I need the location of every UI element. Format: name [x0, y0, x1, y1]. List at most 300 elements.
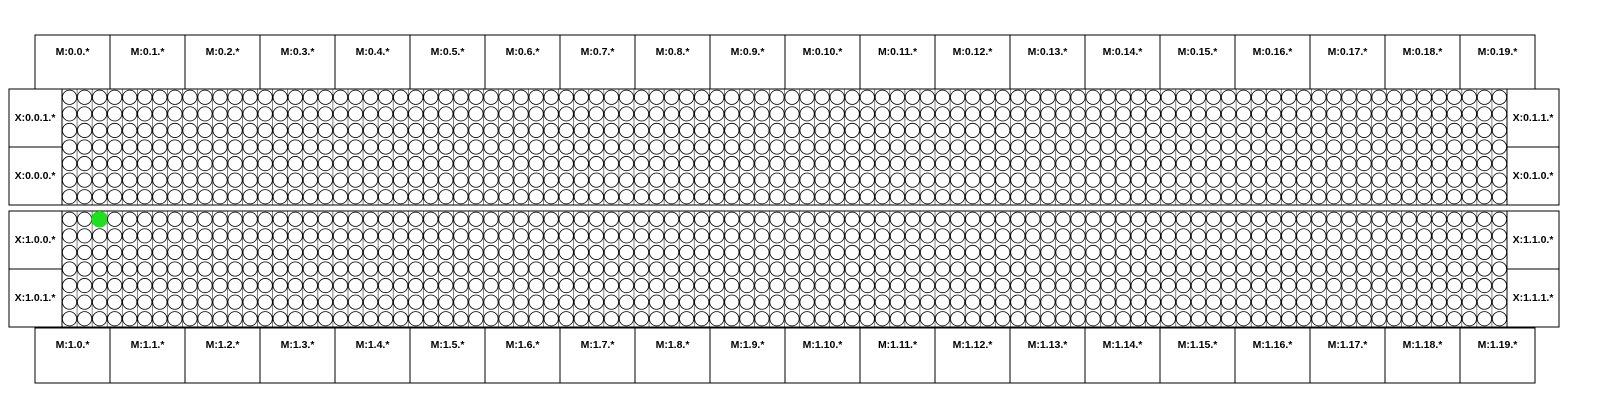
- crosspoint: [1447, 156, 1461, 170]
- crosspoint: [1342, 173, 1356, 187]
- crosspoint: [770, 107, 784, 121]
- crosspoint: [1447, 278, 1461, 292]
- crosspoint: [981, 107, 995, 121]
- crosspoint: [258, 278, 272, 292]
- crosspoint: [740, 140, 754, 154]
- crosspoint: [755, 90, 769, 104]
- crosspoint: [634, 312, 648, 326]
- crosspoint: [604, 262, 618, 276]
- crosspoint: [168, 190, 182, 204]
- module-cell: [935, 35, 1010, 90]
- crosspoint: [1267, 278, 1281, 292]
- crosspoint: [108, 90, 122, 104]
- module-cell: [1160, 328, 1235, 383]
- crosspoint: [755, 229, 769, 243]
- crosspoint: [138, 107, 152, 121]
- crosspoint: [890, 295, 904, 309]
- crosspoint: [258, 140, 272, 154]
- crosspoint: [725, 212, 739, 226]
- crosspoint: [1492, 156, 1506, 170]
- crosspoint: [710, 190, 724, 204]
- crosspoint: [815, 278, 829, 292]
- crosspoint: [920, 295, 934, 309]
- crosspoint: [785, 295, 799, 309]
- crosspoint: [950, 173, 964, 187]
- crosspoint: [243, 156, 257, 170]
- crosspoint: [589, 245, 603, 259]
- crosspoint: [1417, 245, 1431, 259]
- crosspoint: [815, 229, 829, 243]
- crosspoint: [1101, 190, 1115, 204]
- top-module-row: [35, 35, 1535, 90]
- crosspoint: [845, 262, 859, 276]
- crosspoint: [589, 107, 603, 121]
- crosspoint: [1372, 229, 1386, 243]
- crosspoint: [1492, 229, 1506, 243]
- module-label: M:0.3.*: [280, 45, 315, 58]
- crosspoint: [93, 278, 107, 292]
- crosspoint: [815, 156, 829, 170]
- module-box: [1085, 328, 1160, 383]
- crosspoint: [1236, 212, 1250, 226]
- crosspoint: [243, 278, 257, 292]
- crosspoint: [454, 173, 468, 187]
- crosspoint: [168, 278, 182, 292]
- crosspoint: [1477, 262, 1491, 276]
- crosspoint: [815, 190, 829, 204]
- crosspoint: [890, 212, 904, 226]
- upper-board: [9, 89, 1559, 205]
- crosspoint: [1477, 173, 1491, 187]
- crosspoint: [348, 245, 362, 259]
- module-cell: [1310, 328, 1385, 383]
- crosspoint: [830, 229, 844, 243]
- port-label-left: X:0.0.0.*: [14, 169, 56, 182]
- crosspoint: [981, 229, 995, 243]
- crosspoint: [198, 190, 212, 204]
- crosspoint: [920, 229, 934, 243]
- crosspoint: [1086, 90, 1100, 104]
- crosspoint: [348, 90, 362, 104]
- crosspoint: [740, 295, 754, 309]
- crosspoint: [1041, 229, 1055, 243]
- crosspoint: [574, 90, 588, 104]
- crosspoint: [1236, 190, 1250, 204]
- crosspoint: [1206, 212, 1220, 226]
- crosspoint: [589, 90, 603, 104]
- module-label: M:1.17.*: [1327, 338, 1368, 351]
- crosspoint: [123, 245, 137, 259]
- module-cell: [185, 328, 260, 383]
- crosspoint: [1462, 295, 1476, 309]
- crosspoint: [469, 295, 483, 309]
- crosspoint: [1041, 212, 1055, 226]
- crosspoint: [1417, 123, 1431, 137]
- crosspoint: [1477, 295, 1491, 309]
- crosspoint: [815, 90, 829, 104]
- crosspoint: [439, 278, 453, 292]
- crosspoint: [378, 295, 392, 309]
- module-box: [335, 35, 410, 90]
- crosspoint: [454, 295, 468, 309]
- crosspoint: [1462, 212, 1476, 226]
- crosspoint: [1041, 123, 1055, 137]
- crosspoint: [559, 107, 573, 121]
- crosspoint: [1176, 278, 1190, 292]
- crosspoint: [950, 262, 964, 276]
- crosspoint: [424, 123, 438, 137]
- crosspoint: [1146, 156, 1160, 170]
- crosspoint: [770, 262, 784, 276]
- crosspoint: [830, 295, 844, 309]
- crosspoint: [394, 262, 408, 276]
- crosspoint: [845, 190, 859, 204]
- crosspoint: [1402, 262, 1416, 276]
- crosspoint: [770, 229, 784, 243]
- crosspoint: [348, 173, 362, 187]
- module-label: M:1.3.*: [280, 338, 315, 351]
- crosspoint: [108, 173, 122, 187]
- module-box: [485, 35, 560, 90]
- crosspoint: [1191, 278, 1205, 292]
- crosspoint: [318, 156, 332, 170]
- crosspoint: [649, 245, 663, 259]
- crosspoint: [1071, 245, 1085, 259]
- crosspoint: [1462, 140, 1476, 154]
- crosspoint: [514, 212, 528, 226]
- crosspoint: [740, 245, 754, 259]
- crosspoint: [559, 229, 573, 243]
- crosspoint: [1191, 212, 1205, 226]
- crosspoint: [1417, 312, 1431, 326]
- crosspoint: [273, 295, 287, 309]
- crosspoint: [589, 156, 603, 170]
- crosspoint: [1056, 312, 1070, 326]
- module-cell: [785, 328, 860, 383]
- crosspoint: [228, 295, 242, 309]
- crosspoint: [123, 173, 137, 187]
- crosspoint: [228, 156, 242, 170]
- crosspoint: [138, 212, 152, 226]
- crosspoint: [1221, 156, 1235, 170]
- crosspoint: [544, 312, 558, 326]
- crosspoint: [424, 245, 438, 259]
- crosspoint: [138, 123, 152, 137]
- crosspoint: [1297, 245, 1311, 259]
- crosspoint: [785, 156, 799, 170]
- module-cell: [935, 328, 1010, 383]
- crosspoint: [695, 107, 709, 121]
- module-label: M:0.16.*: [1252, 45, 1293, 58]
- crosspoint: [318, 229, 332, 243]
- crosspoint: [1221, 312, 1235, 326]
- crosspoint: [213, 262, 227, 276]
- crosspoint: [1026, 90, 1040, 104]
- module-label: M:1.19.*: [1477, 338, 1518, 351]
- crosspoint: [439, 312, 453, 326]
- crosspoint: [1011, 278, 1025, 292]
- crosspoint: [469, 229, 483, 243]
- module-cell: [260, 328, 335, 383]
- crosspoint: [1176, 90, 1190, 104]
- crosspoint: [860, 229, 874, 243]
- crosspoint: [1357, 262, 1371, 276]
- crosspoint: [454, 212, 468, 226]
- crosspoint: [1327, 140, 1341, 154]
- crosspoint: [1402, 229, 1416, 243]
- module-box: [185, 35, 260, 90]
- crosspoint: [604, 295, 618, 309]
- crosspoint: [243, 245, 257, 259]
- module-box: [1010, 35, 1085, 90]
- crosspoint: [1327, 107, 1341, 121]
- crosspoint: [604, 245, 618, 259]
- crosspoint: [1221, 123, 1235, 137]
- crosspoint: [424, 212, 438, 226]
- crosspoint: [920, 212, 934, 226]
- module-cell: [785, 35, 860, 90]
- crosspoint: [1327, 90, 1341, 104]
- crosspoint: [153, 245, 167, 259]
- module-box: [1385, 35, 1460, 90]
- crosspoint: [213, 123, 227, 137]
- crosspoint: [243, 107, 257, 121]
- crosspoint: [981, 90, 995, 104]
- crosspoint: [649, 107, 663, 121]
- crosspoint: [529, 262, 543, 276]
- crosspoint: [1131, 107, 1145, 121]
- crosspoint: [1236, 295, 1250, 309]
- crosspoint: [1236, 245, 1250, 259]
- crosspoint: [1101, 90, 1115, 104]
- crosspoint: [183, 295, 197, 309]
- crosspoint: [1146, 107, 1160, 121]
- crosspoint: [574, 278, 588, 292]
- crosspoint: [544, 295, 558, 309]
- crosspoint: [1492, 90, 1506, 104]
- crosspoint: [710, 212, 724, 226]
- crosspoint: [288, 295, 302, 309]
- crosspoint: [755, 123, 769, 137]
- crosspoint: [1086, 107, 1100, 121]
- crosspoint: [77, 123, 91, 137]
- crosspoint: [740, 278, 754, 292]
- crosspoint: [1176, 229, 1190, 243]
- crosspoint: [183, 156, 197, 170]
- crosspoint: [634, 212, 648, 226]
- crosspoint: [1161, 173, 1175, 187]
- crosspoint: [1432, 190, 1446, 204]
- crosspoint: [469, 140, 483, 154]
- crosspoint: [77, 140, 91, 154]
- crosspoint: [981, 245, 995, 259]
- crosspoint: [213, 229, 227, 243]
- crosspoint: [514, 90, 528, 104]
- crosspoint: [484, 229, 498, 243]
- crosspoint: [695, 212, 709, 226]
- crosspoint: [1492, 245, 1506, 259]
- module-box: [935, 328, 1010, 383]
- crosspoint: [1086, 262, 1100, 276]
- crosspoint: [454, 229, 468, 243]
- crosspoint: [785, 107, 799, 121]
- crosspoint: [123, 212, 137, 226]
- crosspoint: [213, 312, 227, 326]
- crosspoint: [845, 229, 859, 243]
- crosspoint: [710, 173, 724, 187]
- crosspoint: [559, 278, 573, 292]
- crosspoint: [409, 107, 423, 121]
- crosspoint: [499, 212, 513, 226]
- module-cell: [1460, 328, 1535, 383]
- crosspoint: [138, 173, 152, 187]
- crosspoint: [905, 278, 919, 292]
- crosspoint: [273, 140, 287, 154]
- module-box: [860, 35, 935, 90]
- crosspoint: [950, 123, 964, 137]
- crosspoint: [394, 123, 408, 137]
- crosspoint: [1161, 90, 1175, 104]
- crosspoint: [785, 312, 799, 326]
- crosspoint: [755, 312, 769, 326]
- crosspoint: [1267, 156, 1281, 170]
- crosspoint: [860, 190, 874, 204]
- crosspoint: [830, 190, 844, 204]
- crosspoint: [740, 107, 754, 121]
- module-box: [635, 328, 710, 383]
- crosspoint: [604, 212, 618, 226]
- crosspoint: [303, 278, 317, 292]
- crosspoint: [1447, 295, 1461, 309]
- crosspoint: [183, 190, 197, 204]
- crosspoint: [710, 245, 724, 259]
- crosspoint: [935, 107, 949, 121]
- crosspoint: [303, 262, 317, 276]
- crosspoint: [935, 262, 949, 276]
- crosspoint: [950, 90, 964, 104]
- crosspoint: [1056, 295, 1070, 309]
- crosspoint: [138, 312, 152, 326]
- crosspoint: [860, 173, 874, 187]
- crosspoint: [318, 190, 332, 204]
- crosspoint: [725, 295, 739, 309]
- crosspoint: [664, 212, 678, 226]
- crosspoint: [1372, 173, 1386, 187]
- crosspoint: [62, 173, 76, 187]
- crosspoint: [1071, 107, 1085, 121]
- crosspoint: [1327, 212, 1341, 226]
- module-label: M:0.1.*: [130, 45, 165, 58]
- crosspoint: [920, 90, 934, 104]
- crosspoint: [680, 107, 694, 121]
- crosspoint: [634, 173, 648, 187]
- crosspoint: [168, 245, 182, 259]
- crosspoint: [303, 229, 317, 243]
- crosspoint: [484, 312, 498, 326]
- crosspoint: [1432, 262, 1446, 276]
- crosspoint: [213, 295, 227, 309]
- crosspoint: [966, 156, 980, 170]
- crosspoint: [845, 123, 859, 137]
- crosspoint: [770, 173, 784, 187]
- crosspoint: [93, 140, 107, 154]
- crosspoint: [243, 229, 257, 243]
- crosspoint: [559, 173, 573, 187]
- crosspoint: [454, 245, 468, 259]
- module-cell: [635, 35, 710, 90]
- crosspoint: [1312, 245, 1326, 259]
- crosspoint: [604, 156, 618, 170]
- crosspoint: [1372, 123, 1386, 137]
- crosspoint: [1342, 312, 1356, 326]
- crosspoint: [198, 295, 212, 309]
- crosspoint: [770, 123, 784, 137]
- crosspoint: [619, 190, 633, 204]
- crosspoint: [1101, 245, 1115, 259]
- crosspoint: [1357, 245, 1371, 259]
- crosspoint: [363, 312, 377, 326]
- crosspoint: [394, 173, 408, 187]
- crosspoint: [1176, 190, 1190, 204]
- crosspoint: [1026, 173, 1040, 187]
- crosspoint: [424, 173, 438, 187]
- crosspoint: [1086, 190, 1100, 204]
- crosspoint: [875, 173, 889, 187]
- crosspoint: [860, 212, 874, 226]
- crosspoint: [123, 278, 137, 292]
- crosspoint: [394, 156, 408, 170]
- crosspoint: [1011, 140, 1025, 154]
- crosspoint: [1191, 140, 1205, 154]
- crosspoint: [1342, 295, 1356, 309]
- crosspoint: [905, 123, 919, 137]
- crosspoint: [484, 140, 498, 154]
- crosspoint: [815, 107, 829, 121]
- crosspoint: [830, 262, 844, 276]
- crosspoint: [62, 295, 76, 309]
- crosspoint: [138, 262, 152, 276]
- crosspoint: [890, 278, 904, 292]
- crosspoint: [213, 156, 227, 170]
- crosspoint: [409, 212, 423, 226]
- crosspoint: [288, 278, 302, 292]
- crosspoint: [1026, 229, 1040, 243]
- crosspoint: [454, 90, 468, 104]
- crosspoint: [1252, 229, 1266, 243]
- crosspoint: [1011, 123, 1025, 137]
- port-label-right: X:0.1.0.*: [1512, 169, 1554, 182]
- crosspoint: [514, 229, 528, 243]
- crosspoint: [544, 245, 558, 259]
- module-label: M:0.0.*: [55, 45, 90, 58]
- crosspoint: [1026, 295, 1040, 309]
- port-label-left: X:1.0.0.*: [14, 233, 56, 246]
- crosspoint: [318, 107, 332, 121]
- crosspoint: [966, 295, 980, 309]
- crosspoint: [1372, 212, 1386, 226]
- crosspoint: [785, 123, 799, 137]
- crosspoint: [454, 140, 468, 154]
- crosspoint: [529, 312, 543, 326]
- module-box: [1310, 35, 1385, 90]
- crosspoint: [1191, 245, 1205, 259]
- crosspoint: [950, 107, 964, 121]
- crosspoint: [996, 245, 1010, 259]
- crosspoint: [680, 140, 694, 154]
- crosspoint: [288, 212, 302, 226]
- crosspoint: [1041, 278, 1055, 292]
- crosspoint: [1206, 312, 1220, 326]
